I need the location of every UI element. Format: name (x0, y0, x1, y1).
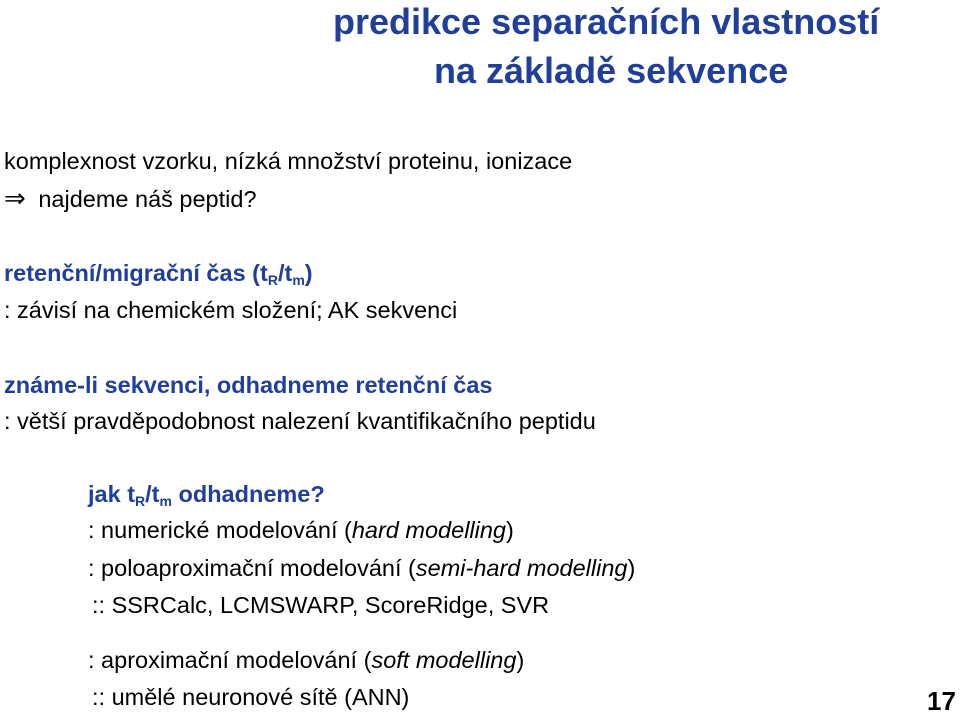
page-number: 17 (927, 686, 956, 716)
semi-hard-modelling-text: : poloaproximační modelování (semi-hard modelling) (88, 555, 636, 581)
estimation-heading: jak $t_R/t_m$ odhadneme? (88, 481, 325, 509)
hard-modelling-text: : numerické modelování (hard modelling) (88, 517, 514, 543)
retention-time-heading: retenční/migrační čas $(t_R/t_m)$ (4, 260, 313, 288)
known-sequence-heading: známe-li sekvenci, odhadneme retenční čas (4, 372, 493, 398)
peptid-question-line (4, 184, 257, 214)
ann-text: :: umělé neuronové sítě (ANN) (92, 684, 410, 710)
slide-title-line-1: predikce separačních vlastností (333, 1, 880, 42)
soft-modelling-text: : aproximační modelování (soft modelling) (88, 647, 525, 673)
probability-text: : větší pravděpodobnost nalezení kvantifikačního peptidu (4, 408, 596, 434)
retention-dependency-text: : závisí na chemickém složení; AK sekvenci (4, 297, 458, 323)
implies-arrow-icon: ⇒ (4, 184, 26, 214)
tools-list-text: :: SSRCalc, LCMSWARP, ScoreRidge, SVR (92, 592, 550, 618)
sample-complexity-text: komplexnost vzorku, nízká množství proteinu, ionizace (4, 148, 573, 174)
peptid-question-text: najdeme náš peptid? (38, 186, 257, 212)
slide-title-line-2: na základě sekvence (434, 50, 789, 91)
